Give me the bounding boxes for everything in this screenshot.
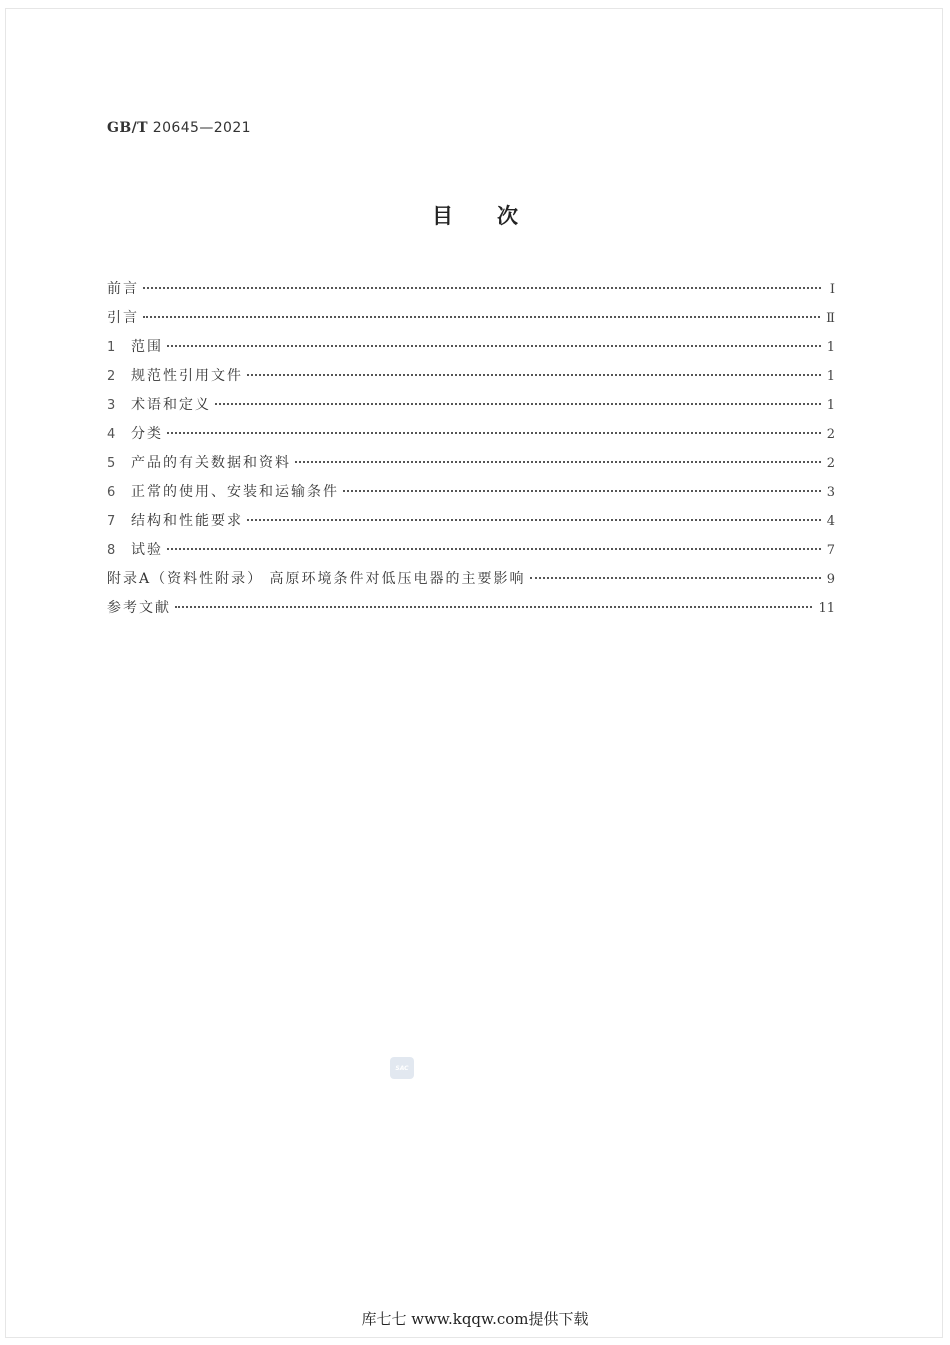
toc-entry-number: 5 xyxy=(107,456,116,471)
toc-entry-page: 1 xyxy=(826,340,835,355)
toc-entry[interactable] xyxy=(107,307,835,336)
toc-entry[interactable] xyxy=(107,597,835,626)
sac-logo-icon xyxy=(390,1057,414,1079)
toc-dot-leader xyxy=(215,403,821,405)
toc-dot-leader xyxy=(167,432,821,434)
toc-entry-number: 7 xyxy=(107,514,116,529)
watermark-label: SAC xyxy=(395,1064,409,1072)
toc-entry[interactable] xyxy=(107,539,835,568)
toc-entry-title: 正常的使用、安装和运输条件 xyxy=(131,484,339,500)
toc-entry-page: 2 xyxy=(826,456,835,471)
toc-entry[interactable] xyxy=(107,365,835,394)
toc-entry[interactable] xyxy=(107,452,835,481)
toc-entry[interactable] xyxy=(107,510,835,539)
toc-entry-number: 4 xyxy=(107,427,116,442)
toc-entry-page: Ⅰ xyxy=(829,282,835,297)
toc-entry-title: 参考文献 xyxy=(107,600,171,616)
toc-entry-title: 引言 xyxy=(107,310,139,326)
toc-entry[interactable] xyxy=(107,336,835,365)
toc-entry[interactable] xyxy=(107,394,835,423)
toc-entry[interactable] xyxy=(107,278,835,307)
toc-entry-title: 结构和性能要求 xyxy=(131,513,243,529)
toc-dot-leader xyxy=(295,461,821,463)
toc-entry[interactable] xyxy=(107,568,835,597)
toc-entry-title: 规范性引用文件 xyxy=(131,368,243,384)
toc-dot-leader xyxy=(247,519,821,521)
toc-entry-title: 产品的有关数据和资料 xyxy=(131,455,291,471)
toc-entry-page: 3 xyxy=(826,485,835,500)
toc-dot-leader xyxy=(530,577,821,579)
page-title: 目次 xyxy=(432,204,562,228)
toc-entry[interactable] xyxy=(107,481,835,510)
toc-entry-page: 9 xyxy=(826,572,835,587)
toc-dot-leader xyxy=(343,490,821,492)
toc-entry-number: 3 xyxy=(107,398,116,413)
toc-entry-title: 分类 xyxy=(131,426,163,442)
toc-dot-leader xyxy=(175,606,812,608)
toc-entry-title: 附录A（资料性附录） 高原环境条件对低压电器的主要影响 xyxy=(107,571,526,587)
toc-entry-page: 4 xyxy=(826,514,835,529)
toc-entry-page: 11 xyxy=(818,601,835,616)
toc-entry-title: 术语和定义 xyxy=(131,397,211,413)
toc-entry-number: 6 xyxy=(107,485,116,500)
toc-dot-leader xyxy=(143,316,820,318)
standard-number: 20645—2021 xyxy=(152,120,251,136)
toc-entry-title: 前言 xyxy=(107,281,139,297)
footer-text: 库七七 www.kqqw.com提供下载 xyxy=(361,1310,589,1328)
toc-dot-leader xyxy=(167,345,821,347)
toc-dot-leader xyxy=(143,287,821,289)
standard-code xyxy=(107,120,251,136)
toc-entry-page: 1 xyxy=(826,398,835,413)
toc-dot-leader xyxy=(167,548,821,550)
toc-entry-page: 7 xyxy=(826,543,835,558)
toc-entry-number: 1 xyxy=(107,340,116,355)
toc-entry-page: Ⅱ xyxy=(826,311,835,326)
toc-entry-page: 1 xyxy=(826,369,835,384)
standard-prefix: GB/T xyxy=(107,120,148,136)
toc-entry-title: 试验 xyxy=(131,542,163,558)
table-of-contents xyxy=(107,278,835,626)
toc-dot-leader xyxy=(247,374,821,376)
toc-entry-page: 2 xyxy=(826,427,835,442)
toc-entry-number: 2 xyxy=(107,369,116,384)
toc-entry[interactable] xyxy=(107,423,835,452)
toc-entry-title: 范围 xyxy=(131,339,163,355)
toc-entry-number: 8 xyxy=(107,543,116,558)
